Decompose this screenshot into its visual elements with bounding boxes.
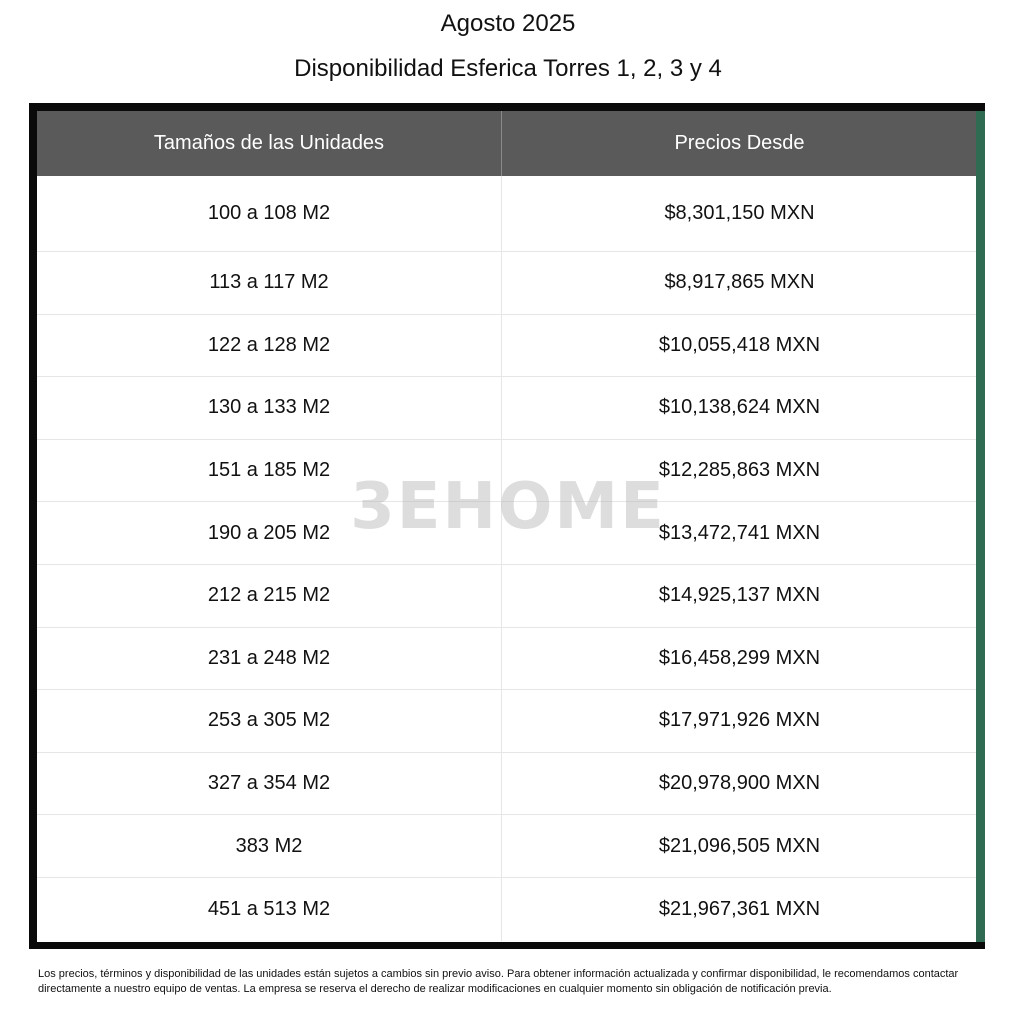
watermark-logo: 3EHOME bbox=[350, 470, 666, 544]
unit-size-cell: 130 a 133 M2 bbox=[37, 377, 502, 439]
price-cell: $21,096,505 MXN bbox=[658, 834, 821, 857]
unit-size-cell: 231 a 248 M2 bbox=[37, 628, 502, 690]
table-row bbox=[37, 252, 977, 315]
unit-size-cell: 383 M2 bbox=[37, 815, 502, 877]
price-table bbox=[29, 103, 985, 949]
table-row bbox=[37, 815, 977, 878]
unit-size-cell: 113 a 117 M2 bbox=[37, 252, 502, 314]
accent-edge bbox=[976, 111, 985, 942]
unit-size-cell: 327 a 354 M2 bbox=[37, 753, 502, 815]
price-cell: $16,458,299 MXN bbox=[658, 646, 821, 669]
price-cell: $8,917,865 MXN bbox=[664, 271, 815, 294]
unit-size-cell: 451 a 513 M2 bbox=[37, 878, 502, 941]
table-rows bbox=[37, 176, 977, 941]
unit-size-cell: 100 a 108 M2 bbox=[37, 176, 502, 251]
unit-size-cell: 151 a 185 M2 bbox=[37, 440, 502, 502]
table-row bbox=[37, 753, 977, 816]
price-cell: $20,978,900 MXN bbox=[658, 772, 821, 795]
column-header-price: Precios Desde bbox=[674, 132, 805, 154]
table-row bbox=[37, 565, 977, 628]
page-subtitle: Disponibilidad Esferica Torres 1, 2, 3 y 4 bbox=[294, 55, 722, 82]
table-row bbox=[37, 878, 977, 941]
disclaimer-text: Los precios, términos y disponibilidad de las unidades están sujetos a cambios sin previo aviso. Para obtener información actualizada y confirmar disponibilidad, le recomendamos contactar directamente a nuestro equipo de ventas. La empresa se reserva el derecho de realizar modificaciones en cualquier momento sin obligación de notificación previa. bbox=[38, 968, 959, 995]
table-row bbox=[37, 176, 977, 252]
table-row bbox=[37, 628, 977, 691]
price-cell: $10,055,418 MXN bbox=[658, 333, 821, 356]
price-cell: $14,925,137 MXN bbox=[658, 584, 821, 607]
price-cell: $10,138,624 MXN bbox=[658, 396, 821, 419]
page-title: Agosto 2025 bbox=[440, 10, 576, 37]
price-cell: $12,285,863 MXN bbox=[658, 459, 821, 482]
table-row bbox=[37, 440, 977, 503]
table-row bbox=[37, 315, 977, 378]
column-header-size: Tamaños de las Unidades bbox=[37, 111, 502, 176]
price-cell: $21,967,361 MXN bbox=[658, 897, 821, 920]
price-cell: $8,301,150 MXN bbox=[664, 202, 815, 224]
table-row bbox=[37, 502, 977, 565]
table-row bbox=[37, 690, 977, 753]
unit-size-cell: 212 a 215 M2 bbox=[37, 565, 502, 627]
price-cell: $13,472,741 MXN bbox=[658, 521, 821, 544]
unit-size-cell: 122 a 128 M2 bbox=[37, 315, 502, 377]
price-table-body bbox=[37, 111, 977, 942]
table-row bbox=[37, 377, 977, 440]
price-cell: $17,971,926 MXN bbox=[658, 709, 821, 732]
table-header-row bbox=[37, 111, 977, 176]
unit-size-cell: 190 a 205 M2 bbox=[37, 502, 502, 564]
unit-size-cell: 253 a 305 M2 bbox=[37, 690, 502, 752]
